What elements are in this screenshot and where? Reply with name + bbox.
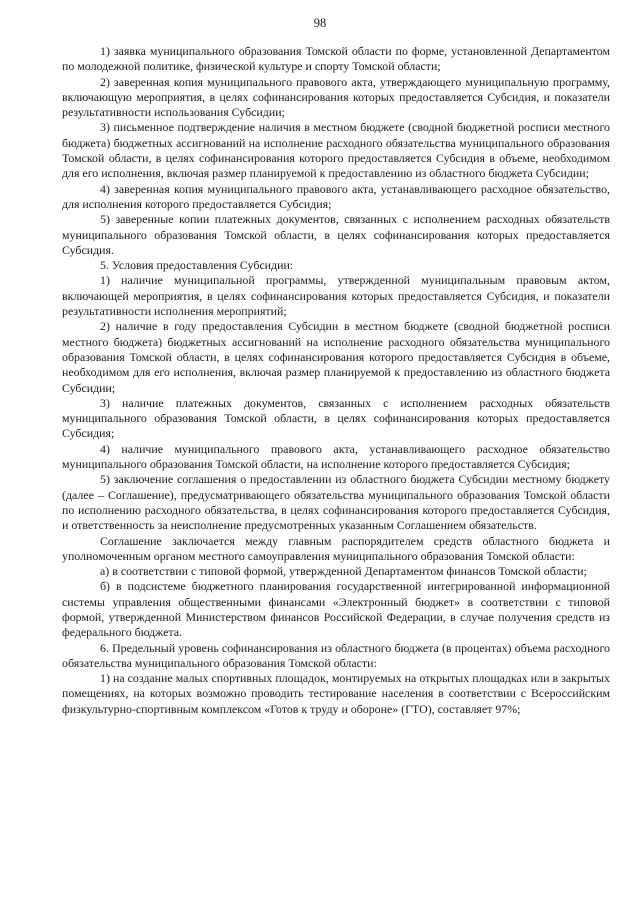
section-heading: 5. Условия предоставления Субсидии: (100, 258, 294, 273)
paragraph: 1) на создание малых спортивных площадок, монтируемых на открытых площадках или в закрытых помещениях, на которых возможно проводить тестирование населения в соответствии с Всероссийским физкультурно-спортивным комплексом «Готов к труду и обороне» (ГТО), составляет 97%; (62, 671, 610, 716)
paragraph: 2) наличие в году предоставления Субсидии в местном бюджете (сводной бюджетной росписи местного бюджета) бюджетных ассигнований на исполнение расходного обязательства муниципального образования Томской области, в целях софинансирования которого предоставляется Субсидия в объеме, необходимом для его исполнения, включая размер планируемой к предоставлению из областного бюджета Субсидии; (62, 319, 610, 395)
paragraph: 5) заключение соглашения о предоставлении из областного бюджета Субсидии местному бюджету (далее – Соглашение), предусматривающего обязательства муниципального образования Томской области по исполнению расходного обязательства, в целях софинансирования которого предоставляется Субсидия, и ответственность за неисполнение предусмотренных указанным Соглашением обязательств. (62, 472, 610, 533)
paragraph: 1) наличие муниципальной программы, утвержденной муниципальным правовым актом, включающей мероприятия, в целях софинансирования которых предоставляется Субсидия, и показатели результативности исполнения мероприятий; (62, 273, 610, 319)
paragraph: 4) заверенная копия муниципального правового акта, устанавливающего расходное обязательство, для исполнения которого предоставляется Субсидия; (62, 181, 610, 211)
paragraph: 2) заверенная копия муниципального правового акта, утверждающего муниципальную программу, включающую мероприятия, в целях софинансирования которых предоставляется Субсидия, и показатели результативности использования Субсидии; (62, 74, 610, 120)
paragraph: 4) наличие муниципального правового акта, устанавливающего расходное обязательство муниципального образования Томской области, на исполнение которого предоставляется Субсидия; (62, 441, 610, 472)
paragraph: 3) письменное подтверждение наличия в местном бюджете (сводной бюджетной росписи местного бюджета) бюджетных ассигнований на исполнение расходного обязательства муниципального образования Томской области, в целях софинансирования которого предоставляется Субсидия в объеме, необходимом для его исполнения, включая размер планируемой к предоставлению из областного бюджета Субсидии; (62, 120, 610, 181)
paragraph: б) в подсистеме бюджетного планирования государственной интегрированной информационной системы управления общественными финансами «Электронный бюджет» в соответствии с типовой формой, утвержденной Министерством финансов Российской Федерации, в случае получения средств из федерального бюджета. (62, 579, 610, 640)
document-body (62, 44, 610, 717)
page-number: 98 (313, 16, 327, 30)
paragraph: 3) наличие платежных документов, связанных с исполнением расходных обязательств муниципального образования Томской области, в целях софинансирования которых предоставляется Субсидия; (62, 395, 610, 441)
paragraph: Соглашение заключается между главным распорядителем средств областного бюджета и уполномоченным органом местного самоуправления муниципального образования Томской области: (62, 533, 610, 563)
paragraph: 1) заявка муниципального образования Томской области по форме, установленной Департаментом по молодежной политике, физической культуре и спорту Томской области; (62, 44, 610, 74)
paragraph: 5) заверенные копии платежных документов, связанных с исполнением расходных обязательств муниципального образования Томской области, в целях софинансирования которых предоставляется Субсидия. (62, 212, 610, 257)
paragraph: а) в соответствии с типовой формой, утвержденной Департаментом финансов Томской области; (100, 564, 587, 579)
section-heading: 6. Предельный уровень софинансирования из областного бюджета (в процентах) объема расходного обязательства муниципального образования Томской области: (62, 640, 610, 670)
